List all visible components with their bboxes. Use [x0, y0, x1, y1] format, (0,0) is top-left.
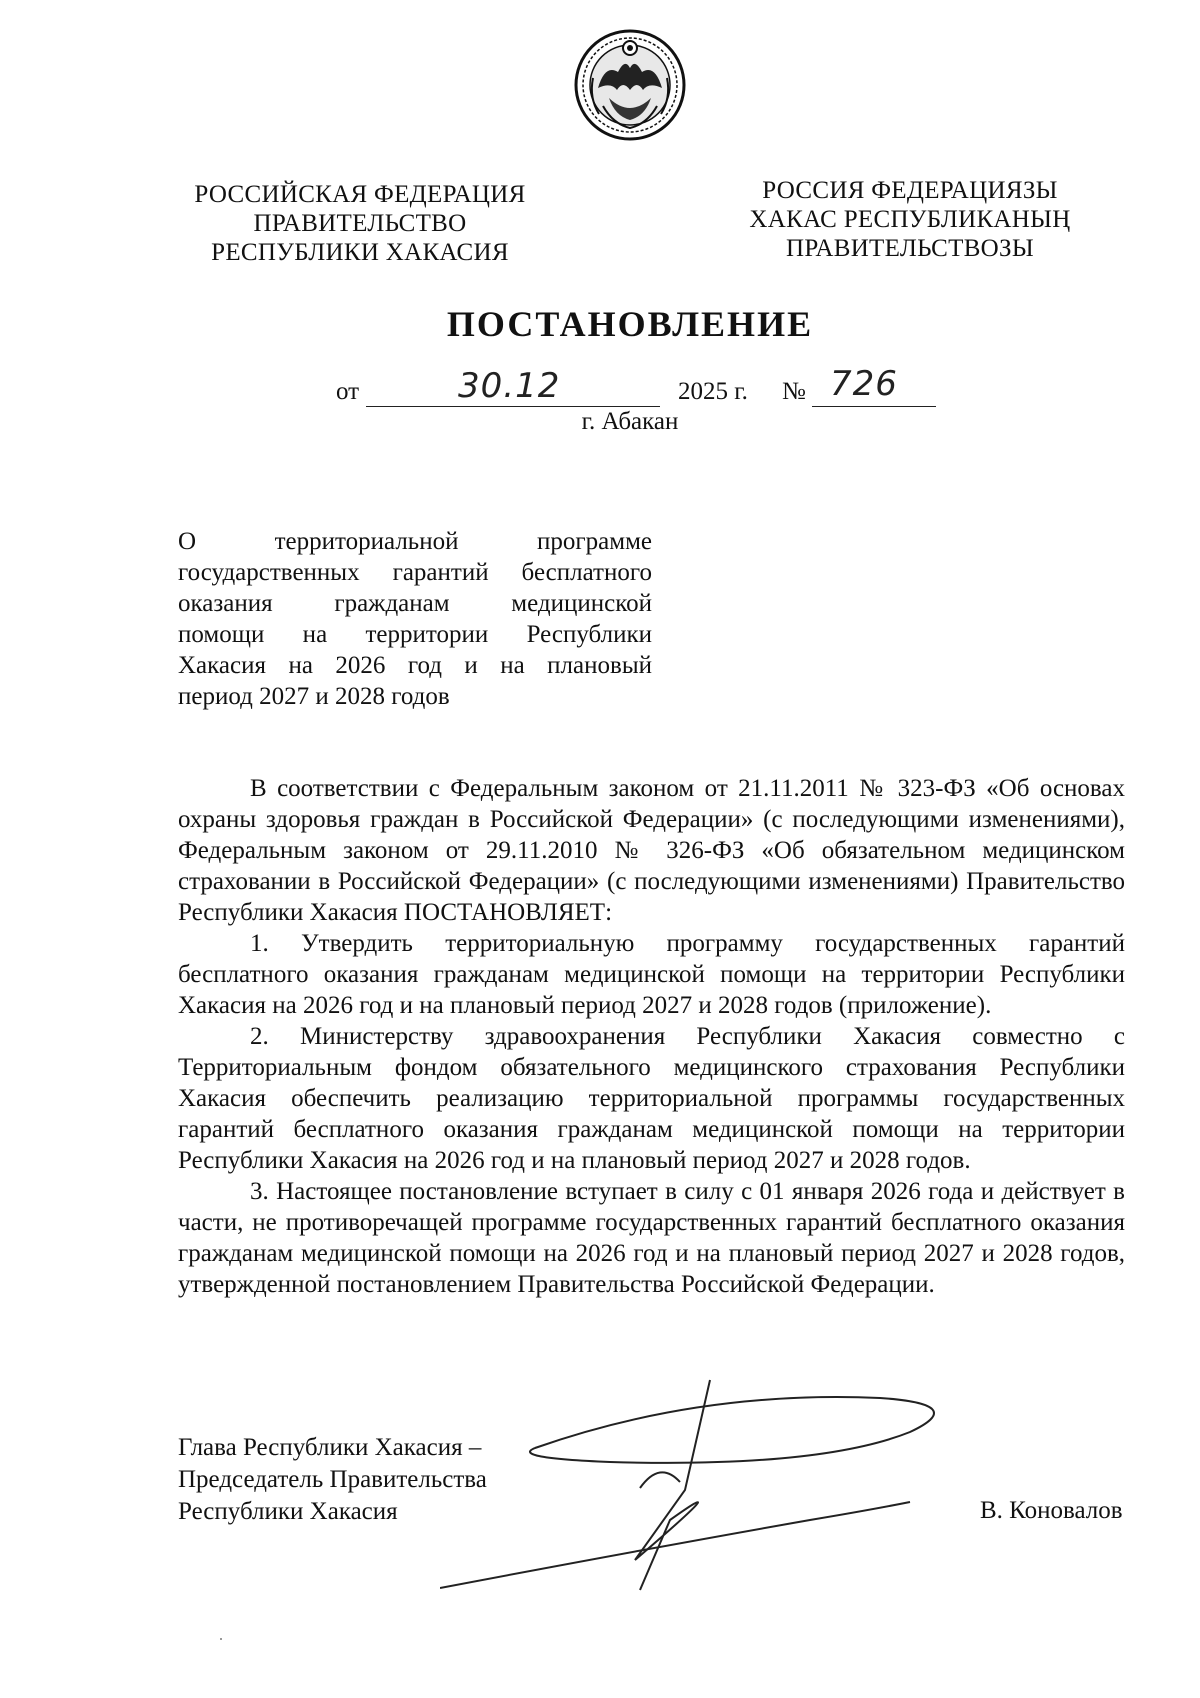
preamble-paragraph: В соответствии с Федеральным законом от 21.11.2011 № 323-ФЗ «Об основах охраны здоровья граждан в Российской Федерации» (с последующими изменениями), Федеральным законом от 29.11.2010 № 326-ФЗ «Об обязательном медицинском страховании в Российской Федерации» (с последующими изменениями) Правительство Республики Хакасия ПОСТАНОВЛЯЕТ: [178, 775, 1125, 926]
subject-line: помощи на территории Республики [178, 621, 652, 648]
document-title: ПОСТАНОВЛЕНИЕ [446, 304, 814, 344]
header-right-line: ХАКАС РЕСПУБЛИКАНЫҢ [749, 206, 1071, 233]
handwritten-date: 30.12 [458, 366, 561, 406]
coat-of-arms-emblem [573, 28, 687, 142]
document-body [178, 773, 1125, 1300]
header-right-line: ПРАВИТЕЛЬСТВОЗЫ [786, 235, 1034, 262]
header-left-line: ПРАВИТЕЛЬСТВО [253, 210, 467, 237]
subject-line: оказания гражданам медицинской [178, 590, 652, 617]
year-label: 2025 г. [678, 378, 748, 405]
signatory-name: В. Коновалов [980, 1497, 1123, 1524]
document-subject [178, 526, 652, 712]
date-underline [366, 406, 660, 407]
position-line: Глава Республики Хакасия – [178, 1434, 482, 1461]
handwritten-signature [440, 1370, 1000, 1610]
subject-line: Хакасия на 2026 год и на плановый [178, 652, 652, 679]
header-russian [160, 180, 560, 267]
clause-1-paragraph: 1. Утвердить территориальную программу государственных гарантий бесплатного оказания гражданам медицинской помощи на территории Республики Хакасия на 2026 год и на плановый период 2027 и 2028 годов (приложение). [178, 930, 1125, 1019]
header-khakas [710, 176, 1110, 263]
scan-speck [220, 1638, 222, 1640]
position-line: Председатель Правительства [178, 1466, 487, 1493]
date-number-line [0, 364, 1200, 412]
header-right-line: РОССИЯ ФЕДЕРАЦИЯЗЫ [762, 177, 1058, 204]
position-line: Республики Хакасия [178, 1498, 398, 1525]
clause-3-paragraph: 3. Настоящее постановление вступает в силу с 01 января 2026 года и действует в части, не противоречащей программе государственных гарантий бесплатного оказания гражданам медицинской помощи на 2026 год и на плановый период 2027 и 2028 годов, утвержденной постановлением Правительства Российской Федерации. [178, 1178, 1125, 1298]
number-prefix: № [782, 378, 806, 405]
header-left-line: РЕСПУБЛИКИ ХАКАСИЯ [211, 239, 509, 266]
header-left-line: РОССИЙСКАЯ ФЕДЕРАЦИЯ [194, 181, 526, 208]
number-underline [812, 406, 936, 407]
subject-line: О территориальной программе [178, 528, 652, 555]
city-label: г. Абакан [581, 408, 679, 435]
subject-line: государственных гарантий бесплатного [178, 559, 652, 586]
handwritten-number: 726 [830, 364, 898, 404]
date-prefix: от [336, 378, 360, 405]
subject-line: период 2027 и 2028 годов [178, 683, 450, 710]
clause-2-paragraph: 2. Министерству здравоохранения Республики Хакасия совместно с Территориальным фондом обязательного медицинского страхования Республики Хакасия обеспечить реализацию территориальной программы государственных гарантий бесплатного оказания гражданам медицинской помощи на территории Республики Хакасия на 2026 год и на плановый период 2027 и 2028 годов. [178, 1023, 1125, 1174]
